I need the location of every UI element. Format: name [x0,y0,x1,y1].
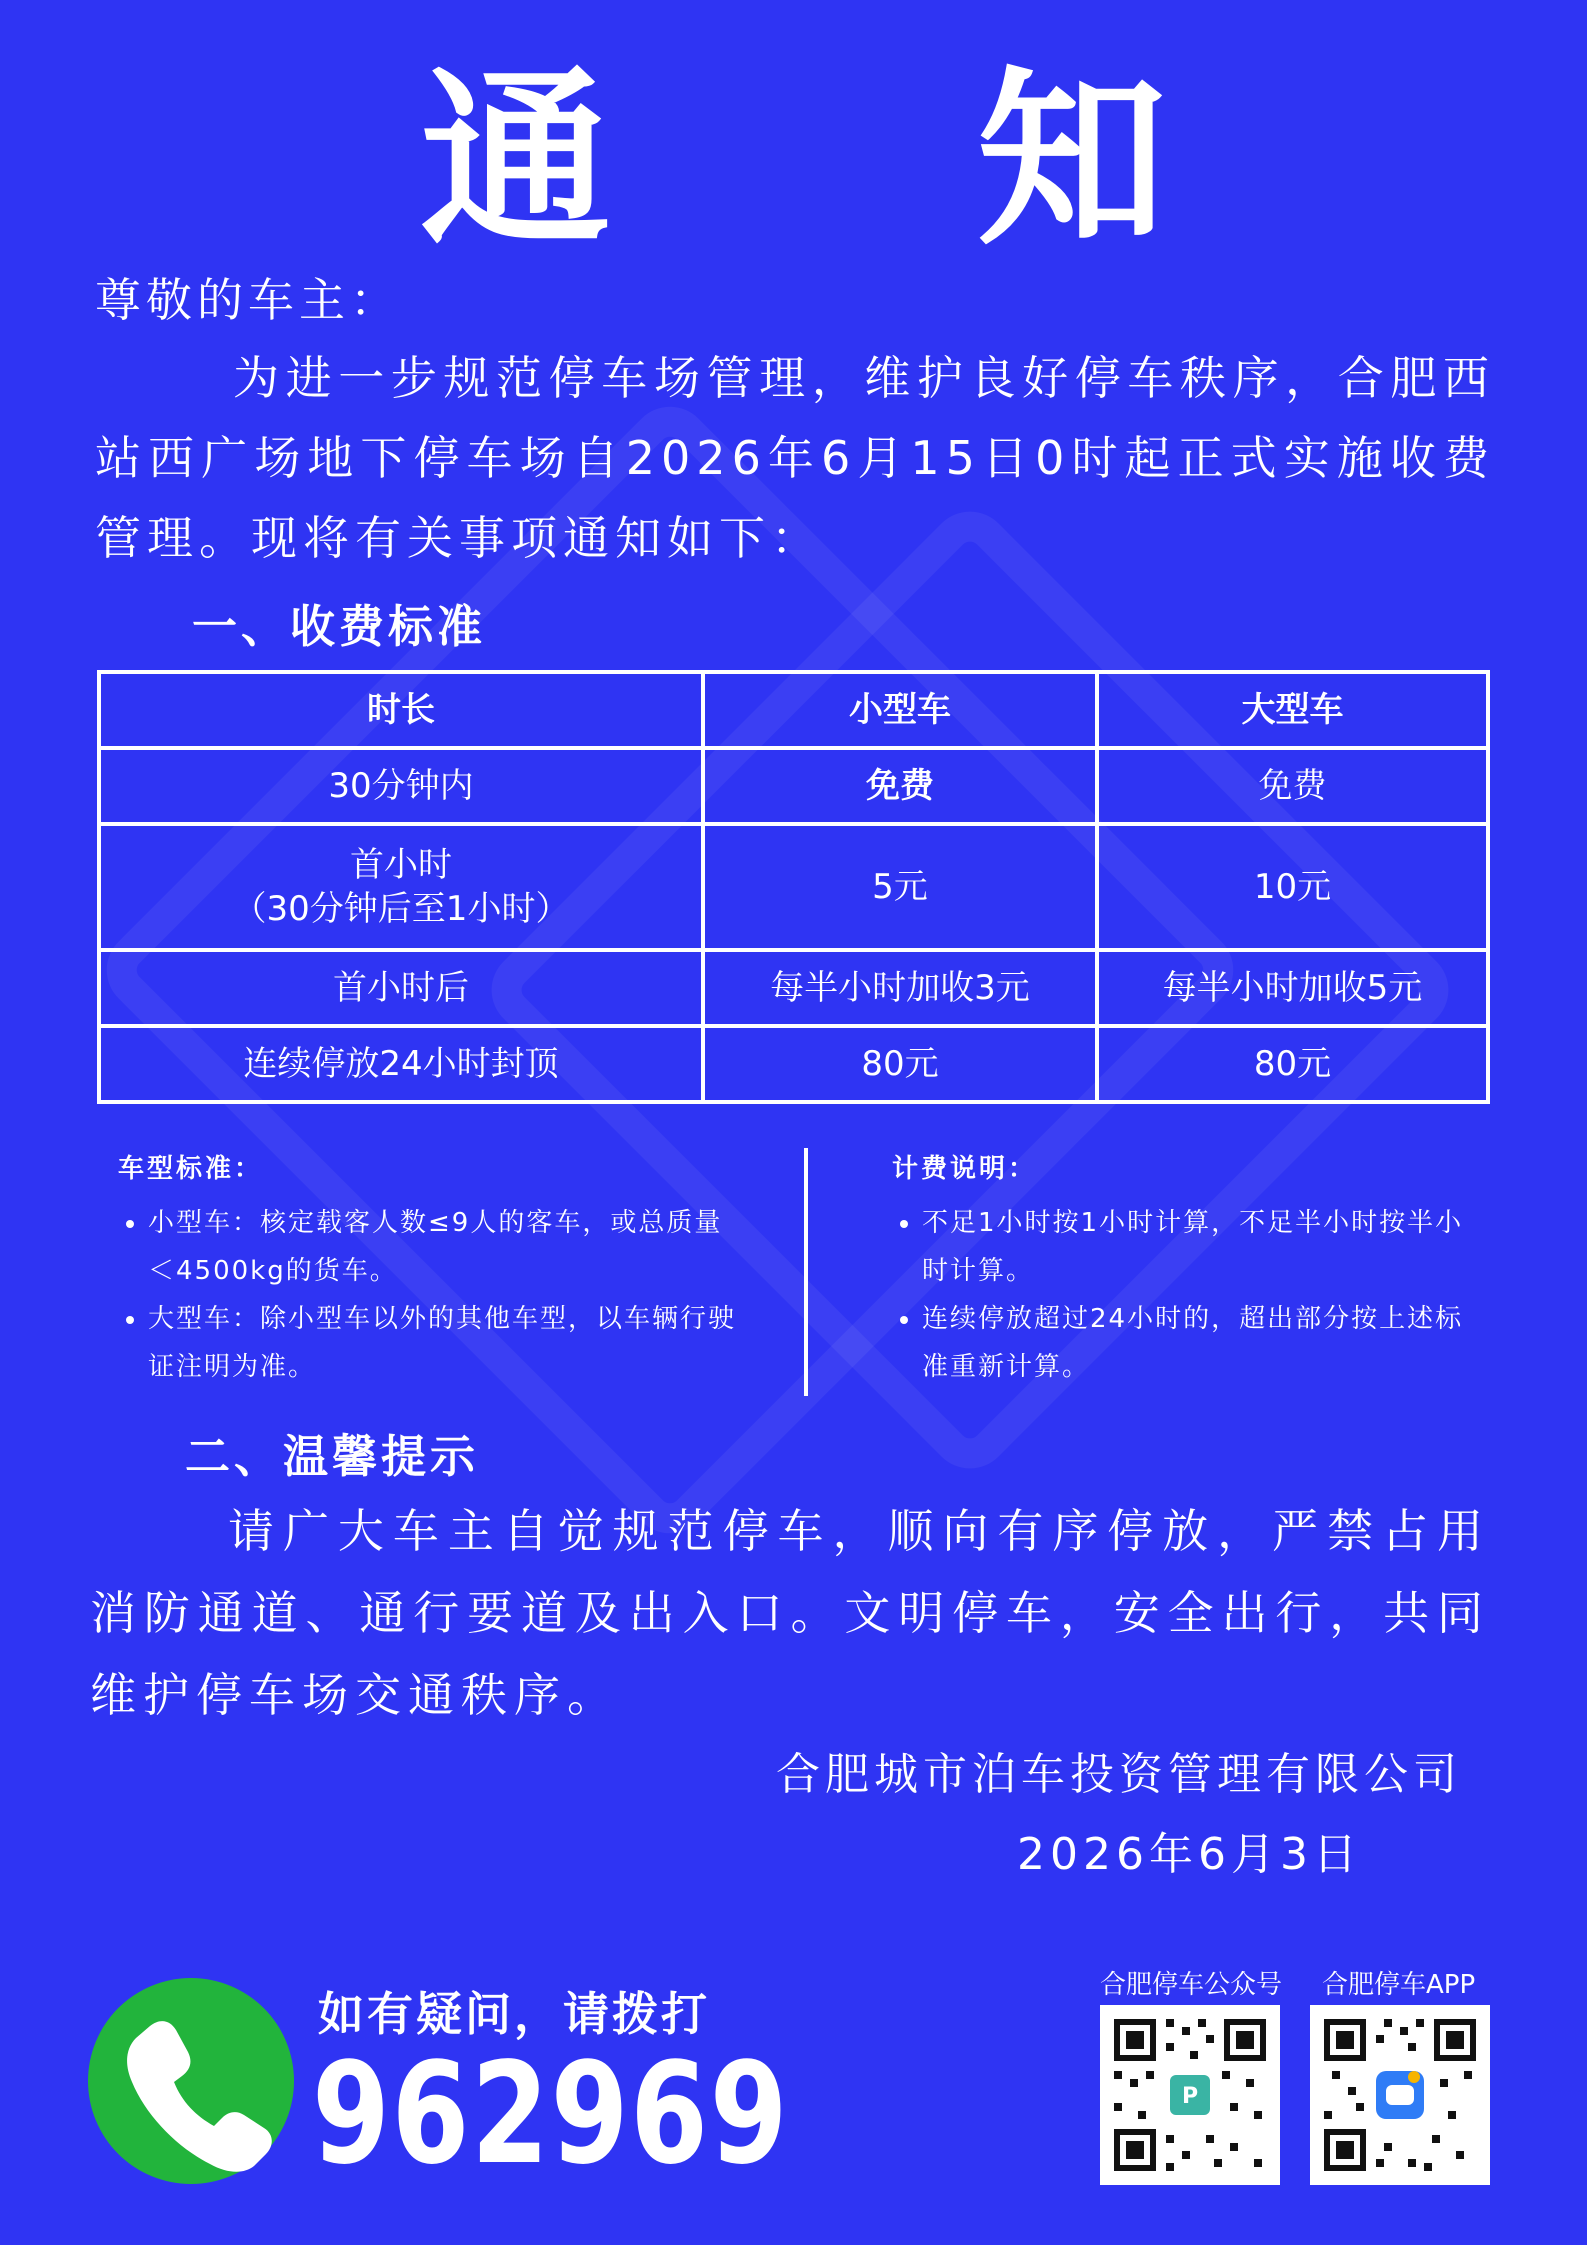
duration-cell: 连续停放24小时封顶 [99,1026,703,1102]
large-vehicle-fee: 10元 [1097,824,1488,950]
large-vehicle-fee: 免费 [1097,748,1488,824]
company-signature: 合肥城市泊车投资管理有限公司 [776,1749,1462,1800]
table-row [99,748,1488,824]
duration-cell: 30分钟内 [99,748,703,824]
duration-cell [99,824,703,950]
tips-paragraph: 请广大车主自觉规范停车，顺向有序停放，严禁占用消防通道、通行要道及出入口。文明停车，安全出行，共同维护停车场交通秩序。 [90,1504,1490,1722]
vehicle-standard-heading: 车型标准： [118,1154,264,1184]
app-download-qr-icon[interactable] [1310,2005,1490,2185]
list-item: • 连续停放超过24小时的，超出部分按上述标准重新计算。 [922,1295,1472,1391]
greeting: 尊敬的车主： [95,273,401,327]
duration-label: 首小时 [350,845,452,885]
hotline-label: 如有疑问，请拨打 [318,1987,710,2041]
list-item: • 大型车：除小型车以外的其他车型，以车辆行驶证注明为准。 [148,1295,748,1391]
list-item: • 不足1小时按1小时计算，不足半小时按半小时计算。 [922,1199,1472,1295]
notice-title: 通 知 [420,48,1317,271]
qr-label-wechat: 合肥停车公众号 [1100,1970,1283,2000]
phone-icon[interactable] [88,1978,294,2184]
header-duration: 时长 [99,672,703,748]
svg-text:P: P [1181,2084,1199,2109]
wechat-account-qr-icon[interactable] [1100,2005,1280,2185]
hotline-number[interactable]: 962969 [312,2033,790,2196]
list-item: • 小型车：核定载客人数≤9人的客车，或总质量＜4500kg的货车。 [148,1199,748,1295]
billing-notes-heading: 计费说明： [892,1154,1038,1184]
small-vehicle-fee: 80元 [703,1026,1097,1102]
small-vehicle-fee: 免费 [703,748,1097,824]
vehicle-standard-notes [118,1145,748,1391]
small-vehicle-fee: 5元 [703,824,1097,950]
duration-note: （30分钟后至1小时） [232,889,570,929]
table-row [99,950,1488,1026]
large-vehicle-fee: 每半小时加收5元 [1097,950,1488,1026]
intro-paragraph: 为进一步规范停车场管理，维护良好停车秩序，合肥西站西广场地下停车场自2026年6月15日0时起正式实施收费管理。现将有关事项通知如下： [95,351,1495,565]
section2-heading: 二、温馨提示 [185,1430,480,1483]
vertical-divider [804,1148,808,1396]
table-row [99,824,1488,950]
table-row [99,1026,1488,1102]
fee-table [97,670,1490,1104]
header-large-vehicle: 大型车 [1097,672,1488,748]
header-small-vehicle: 小型车 [703,672,1097,748]
qr-label-app: 合肥停车APP [1322,1970,1476,2000]
notice-date: 2026年6月3日 [1017,1829,1362,1880]
section1-heading: 一、收费标准 [192,600,487,653]
large-vehicle-fee: 80元 [1097,1026,1488,1102]
small-vehicle-fee: 每半小时加收3元 [703,950,1097,1026]
table-header-row [99,672,1488,748]
billing-notes [892,1145,1472,1391]
duration-cell: 首小时后 [99,950,703,1026]
